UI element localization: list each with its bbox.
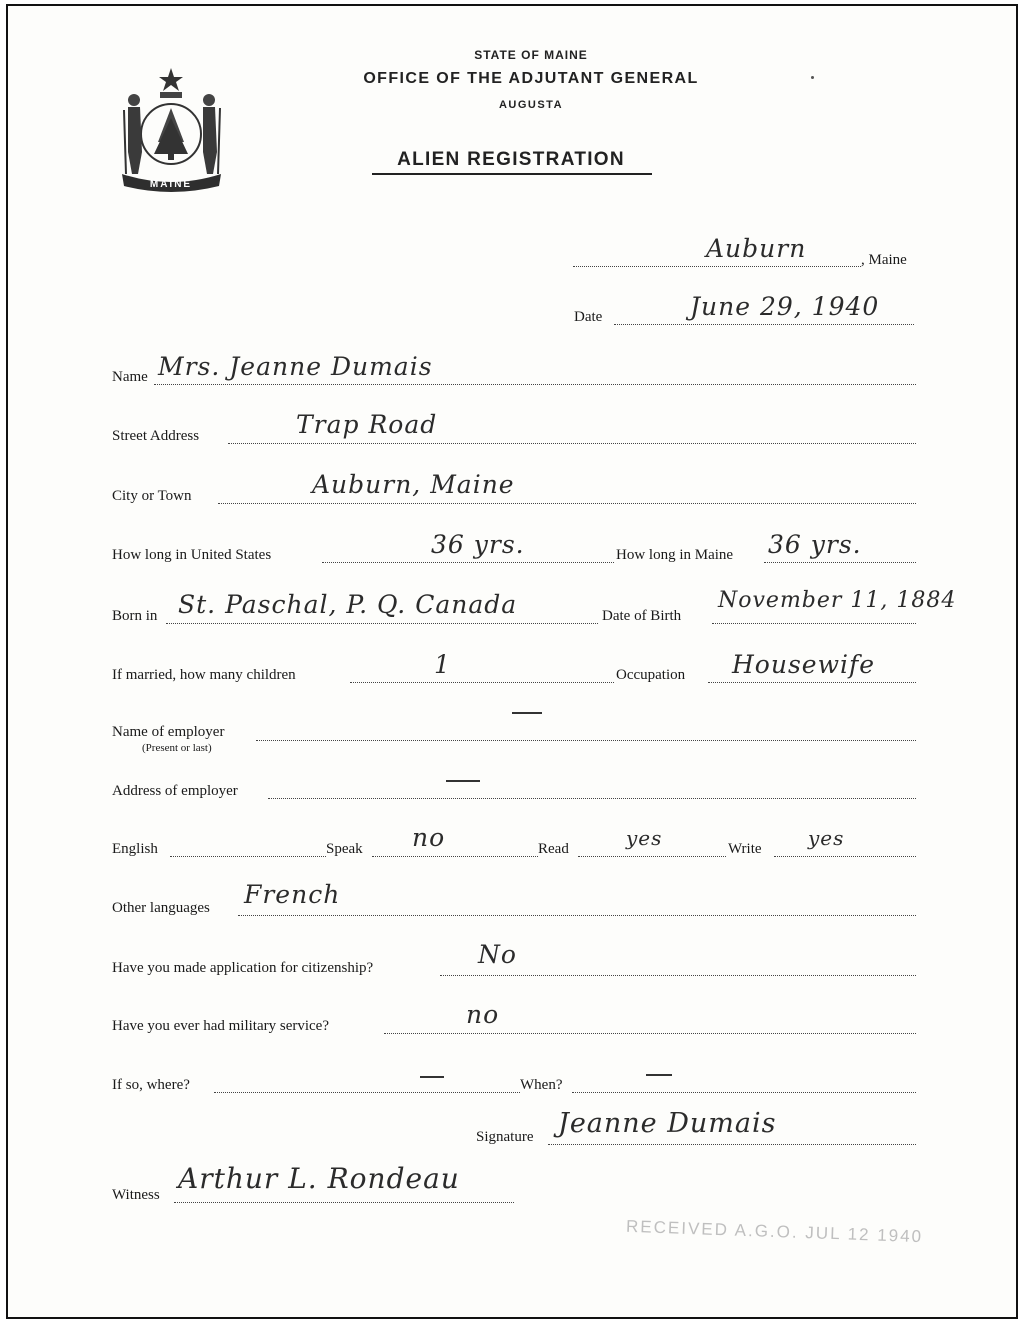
street-value: Trap Road: [296, 410, 438, 439]
military-line: [384, 1033, 916, 1034]
place-suffix: , Maine: [861, 252, 907, 268]
header-city: AUGUSTA: [498, 99, 564, 111]
scan-edge-left: [6, 4, 8, 1319]
other-languages-label: Other languages: [112, 900, 210, 916]
employer-sublabel: (Present or last): [142, 742, 212, 754]
date-line: [614, 324, 914, 325]
when-line: [572, 1092, 916, 1093]
svg-text:MAINE: MAINE: [149, 179, 193, 190]
scan-edge-bottom: [6, 1317, 1018, 1319]
us-years-value: 36 yrs.: [431, 530, 525, 559]
write-value: yes: [808, 826, 845, 850]
scan-edge-right: [1016, 4, 1018, 1319]
registration-form-page: [6, 4, 1018, 1319]
employer-label: Name of employer: [112, 724, 225, 740]
header-state: STATE OF MAINE: [474, 48, 588, 62]
write-label: Write: [728, 841, 762, 857]
write-line: [774, 856, 916, 857]
signature-value: Jeanne Dumais: [558, 1108, 777, 1139]
employer-dash: [512, 712, 542, 714]
witness-label: Witness: [112, 1187, 160, 1203]
maine-years-line: [764, 562, 916, 563]
when-dash: [646, 1074, 672, 1076]
military-label: Have you ever had military service?: [112, 1018, 329, 1034]
employer-address-label: Address of employer: [112, 783, 238, 799]
date-value: June 29, 1940: [690, 292, 880, 321]
speak-value: no: [412, 823, 446, 852]
us-years-label: How long in United States: [112, 547, 272, 563]
where-line: [214, 1092, 520, 1093]
employer-line: [256, 740, 916, 741]
where-dash: [420, 1076, 444, 1078]
speak-label: Speak: [326, 841, 363, 857]
maine-state-seal-icon: [114, 62, 229, 192]
occupation-value: Housewife: [732, 650, 876, 679]
date-label: Date: [574, 309, 603, 325]
read-line: [578, 856, 726, 857]
citizenship-line: [440, 975, 916, 976]
citizenship-value: No: [478, 940, 517, 969]
citizenship-label: Have you made application for citizenship?: [112, 960, 374, 976]
title-underline: [372, 173, 652, 175]
us-years-line: [322, 562, 614, 563]
scan-edge-top: [6, 4, 1018, 6]
born-in-value: St. Paschal, P. Q. Canada: [178, 590, 518, 619]
maine-years-label: How long in Maine: [616, 547, 734, 563]
witness-line: [174, 1202, 514, 1203]
where-label: If so, where?: [112, 1077, 190, 1093]
children-label: If married, how many children: [112, 667, 296, 683]
born-in-label: Born in: [112, 608, 158, 624]
read-label: Read: [538, 841, 569, 857]
received-stamp: RECEIVED A.G.O. JUL 12 1940: [625, 1216, 924, 1247]
signature-line: [548, 1144, 916, 1145]
city-value: Auburn, Maine: [312, 470, 515, 499]
occupation-line: [708, 682, 916, 683]
place-value: Auburn: [706, 234, 807, 263]
read-value: yes: [626, 826, 663, 850]
city-label: City or Town: [112, 488, 192, 504]
birth-date-value: November 11, 1884: [718, 588, 957, 613]
birth-date-line: [712, 623, 916, 624]
form-title: ALIEN REGISTRATION: [397, 149, 625, 170]
header-office: OFFICE OF THE ADJUTANT GENERAL: [363, 70, 699, 87]
military-value: no: [466, 1000, 500, 1029]
witness-value: Arthur L. Rondeau: [178, 1162, 460, 1195]
born-in-line: [166, 623, 598, 624]
name-value: Mrs. Jeanne Dumais: [158, 352, 433, 381]
when-label: When?: [520, 1077, 563, 1093]
maine-years-value: 36 yrs.: [768, 530, 862, 559]
place-line: [573, 266, 861, 267]
occupation-label: Occupation: [616, 667, 686, 683]
speak-line: [372, 856, 538, 857]
signature-label: Signature: [476, 1129, 534, 1145]
employer-address-dash: [446, 780, 480, 782]
street-line: [228, 443, 916, 444]
birth-date-label: Date of Birth: [602, 608, 682, 624]
children-value: 1: [434, 650, 451, 679]
english-line: [170, 856, 326, 857]
street-label: Street Address: [112, 428, 200, 444]
english-label: English: [112, 841, 158, 857]
name-label: Name: [112, 369, 148, 385]
scan-speck: [811, 76, 814, 79]
children-line: [350, 682, 614, 683]
other-languages-value: French: [244, 880, 341, 909]
employer-address-line: [268, 798, 916, 799]
city-line: [218, 503, 916, 504]
other-languages-line: [238, 915, 916, 916]
name-line: [154, 384, 916, 385]
